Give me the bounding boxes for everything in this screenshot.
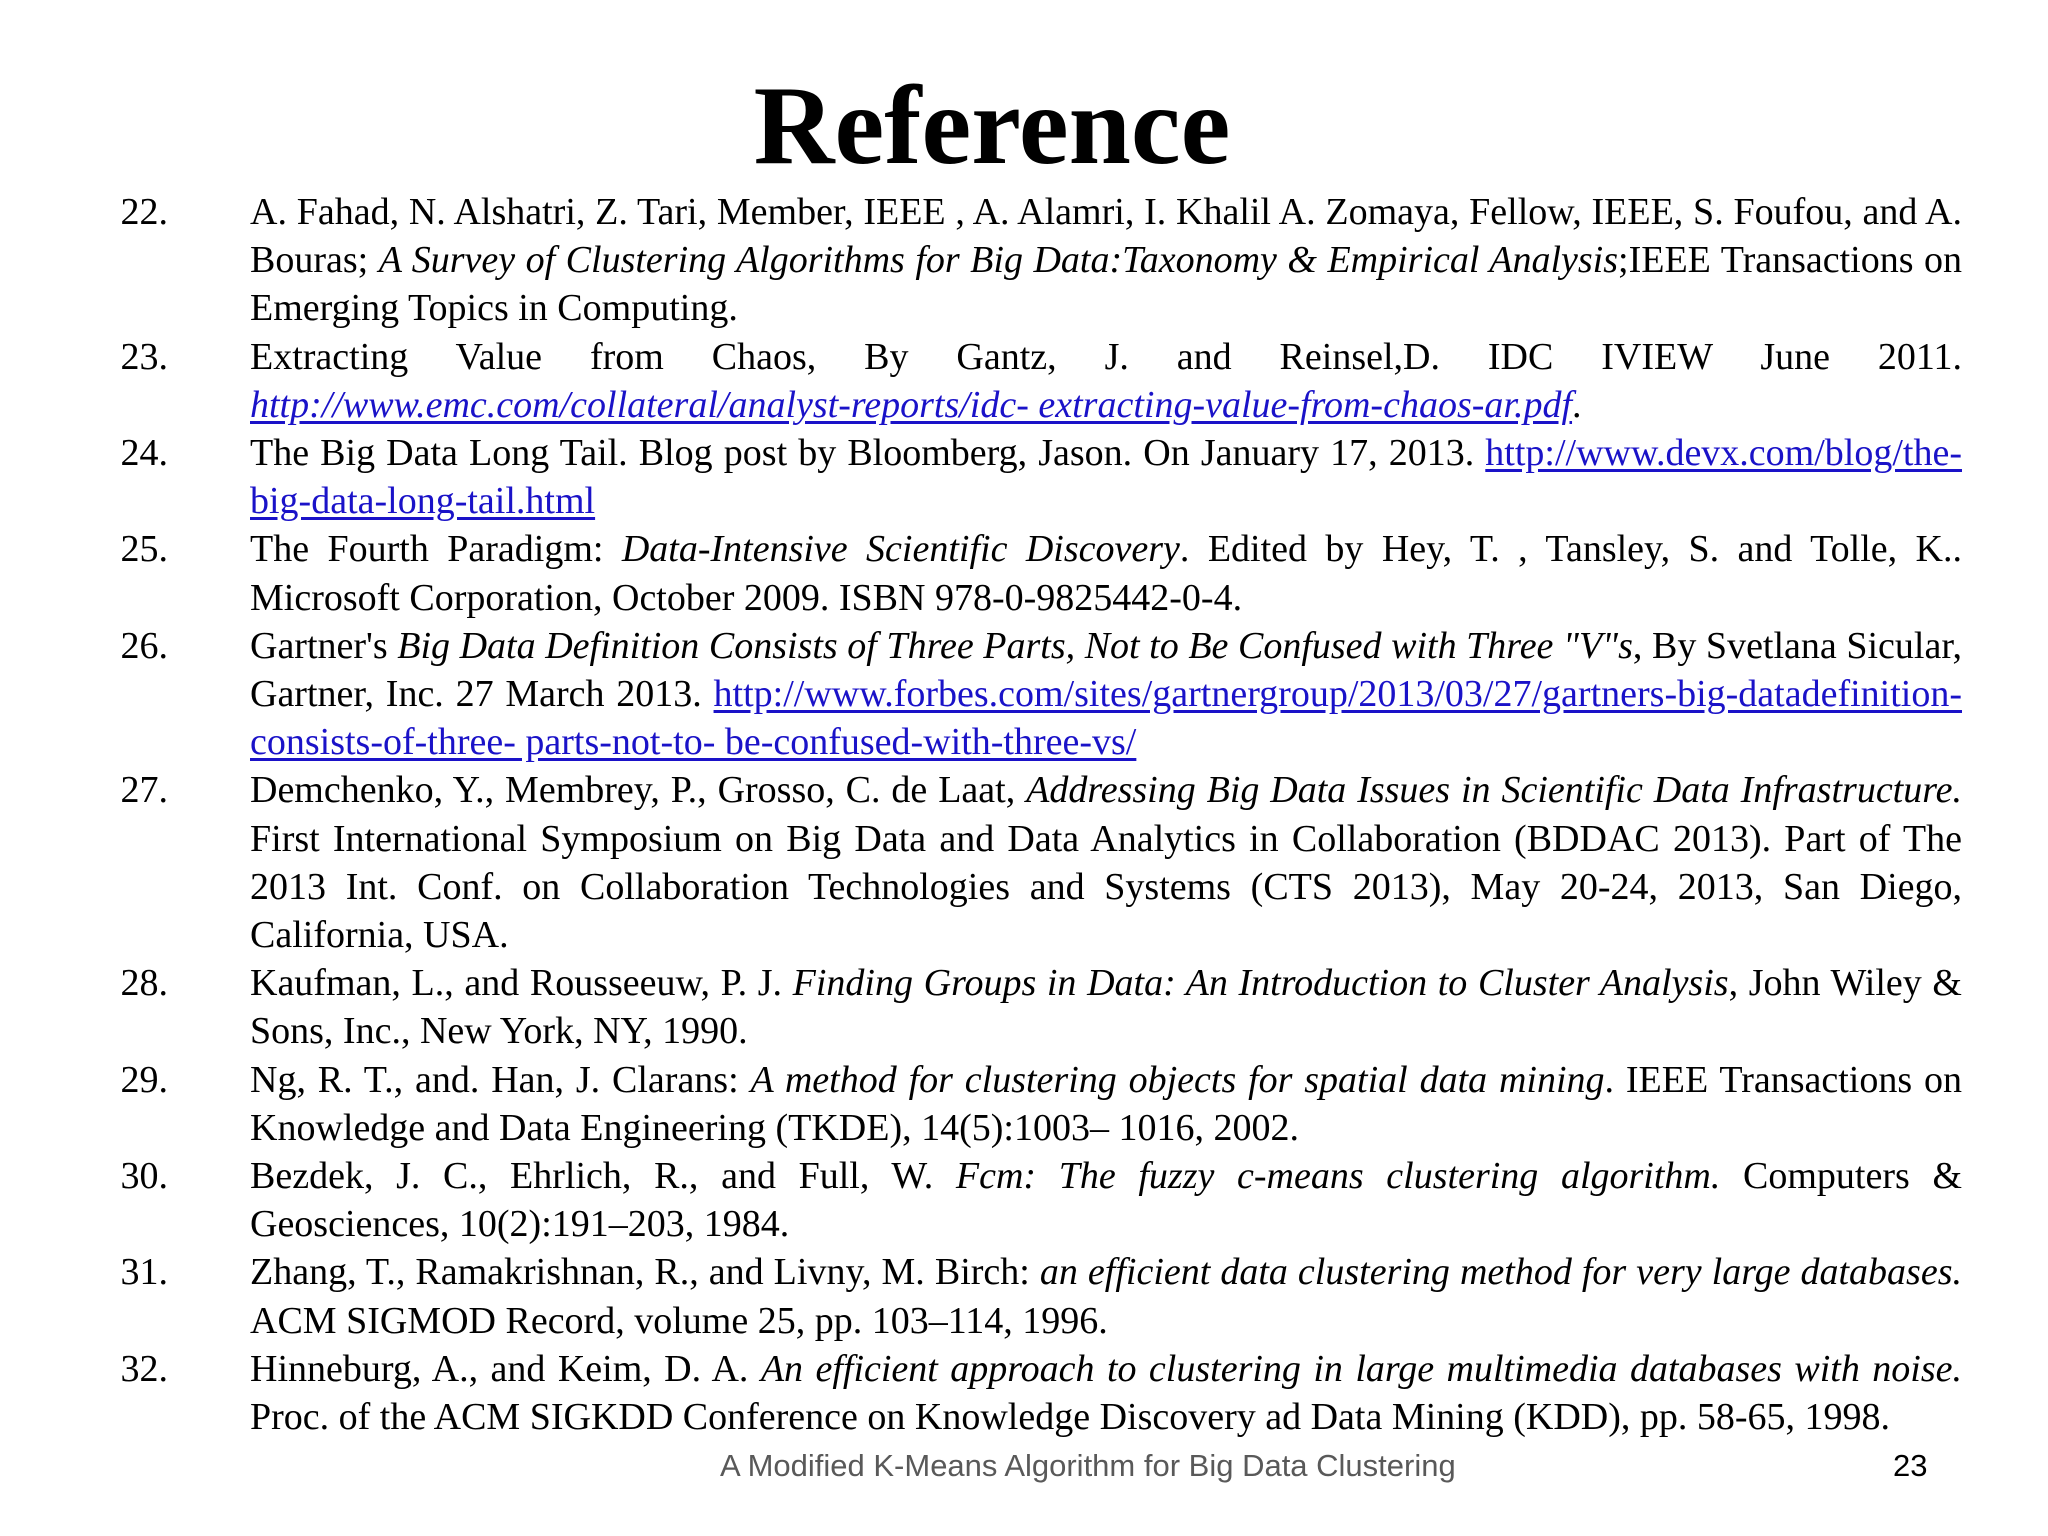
slide-footer: A Modified K-Means Algorithm for Big Data Clustering: [720, 1448, 1456, 1483]
reference-segment: , By Svetlana Sicular, Gartner, Inc. 27 March 2013.: [250, 624, 1962, 716]
reference-segment: .: [1572, 383, 1582, 426]
reference-item: [86, 333, 1962, 429]
reference-text: [250, 1248, 1962, 1344]
reference-link[interactable]: http://www.emc.com/collateral/analyst-reports/idc- extracting-value-from-chaos-ar.pdf: [250, 383, 1573, 426]
reference-number: 28.: [120, 962, 168, 1005]
reference-number: 27.: [120, 769, 168, 812]
reference-title-italic: Addressing Big Data Issues in Scientific Data Infrastructure.: [1026, 769, 1962, 812]
reference-segment: Zhang, T., Ramakrishnan, R., and Livny, M. Birch:: [250, 1251, 1040, 1294]
reference-segment: The Big Data Long Tail. Blog post by Bloomberg, Jason. On January 17, 2013.: [250, 432, 1486, 475]
reference-title-italic: Fcm: The fuzzy c-means clustering algorithm.: [955, 1155, 1721, 1198]
reference-segment: Gartner's: [250, 624, 398, 667]
reference-title-italic: Finding Groups in Data: An Introduction to Cluster Analysis: [792, 962, 1729, 1005]
reference-number: 22.: [120, 191, 168, 233]
reference-item: [86, 1345, 1962, 1441]
reference-item: [86, 188, 1962, 333]
reference-title-italic: A Survey of Clustering Algorithms for Big Data:Taxonomy & Empirical Analysis: [378, 239, 1619, 282]
reference-segment: Proc. of the ACM SIGKDD Conference on Knowledge Discovery ad Data Mining (KDD), pp. 58-65, 1998.: [250, 1396, 1891, 1439]
reference-item: [86, 1248, 1962, 1344]
reference-segment: Ng, R. T., and. Han, J. Clarans:: [250, 1058, 751, 1101]
reference-text: [250, 333, 1962, 429]
reference-text: [250, 1345, 1962, 1441]
reference-segment: , John Wiley & Sons, Inc., New York, NY, 1990.: [250, 962, 1962, 1053]
reference-segment: ;IEEE Transactions on Emerging Topics in Computing.: [250, 239, 1963, 330]
reference-segment: The Fourth Paradigm:: [250, 528, 622, 571]
reference-segment: . Edited by Hey, T. , Tansley, S. and Tolle, K.. Microsoft Corporation, October 2009. ISBN 978-0-9825442-0-4.: [250, 528, 1962, 619]
reference-title-italic: An efficient approach to clustering in large multimedia databases with noise.: [760, 1347, 1962, 1390]
reference-item: [86, 1056, 1962, 1152]
reference-title-italic: Big Data Definition Consists of Three Parts, Not to Be Confused with Three "V"s: [397, 624, 1633, 667]
reference-list: [86, 188, 1962, 1441]
page-number: 23: [1893, 1448, 1928, 1483]
reference-item: [86, 622, 1962, 767]
reference-text: [250, 622, 1962, 767]
reference-segment: Hinneburg, A., and Keim, D. A.: [250, 1347, 761, 1390]
reference-text: [250, 525, 1962, 621]
reference-text: [250, 959, 1962, 1055]
reference-item: [86, 429, 1962, 525]
reference-number: 24.: [120, 432, 168, 475]
slide-title: Reference: [753, 64, 1231, 188]
reference-number: 30.: [120, 1155, 168, 1198]
reference-number: 31.: [120, 1251, 168, 1294]
reference-item: [86, 959, 1962, 1055]
reference-item: [86, 766, 1962, 959]
reference-number: 23.: [120, 335, 168, 378]
reference-number: 29.: [120, 1058, 168, 1101]
reference-item: [86, 525, 1962, 621]
reference-text: [250, 188, 1962, 333]
reference-text: [250, 1152, 1962, 1248]
reference-segment: Computers & Geosciences, 10(2):191–203, 1984.: [250, 1155, 1963, 1246]
reference-segment: First International Symposium on Big Data and Data Analytics in Collaboration (BDDAC 2013). Part of The 2013 Int. Conf. on Collaboration Technologies and Systems (CTS 2013), May 20-24, 2013, San Diego, California, USA.: [250, 817, 1962, 957]
reference-segment: Bezdek, J. C., Ehrlich, R., and Full, W.: [250, 1155, 956, 1198]
reference-segment: ACM SIGMOD Record, volume 25, pp. 103–114, 1996.: [250, 1299, 1108, 1342]
reference-link[interactable]: http://www.devx.com/blog/the-big-data-long-tail.html: [250, 432, 1962, 523]
reference-segment: Demchenko, Y., Membrey, P., Grosso, C. de Laat,: [250, 769, 1027, 812]
reference-text: [250, 429, 1962, 525]
reference-title-italic: an efficient data clustering method for very large databases.: [1039, 1251, 1962, 1294]
reference-title-italic: Data-Intensive Scientific Discovery: [621, 528, 1180, 571]
reference-text: [250, 766, 1962, 959]
reference-number: 25.: [120, 528, 168, 571]
reference-link[interactable]: http://www.forbes.com/sites/gartnergroup/2013/03/27/gartners-big-datadefinition-consists-of-three- parts-not-to- be-confused-with-three-vs/: [250, 673, 1962, 764]
reference-title-italic: A method for clustering objects for spatial data mining: [750, 1058, 1605, 1101]
reference-text: [250, 1056, 1962, 1152]
reference-number: 32.: [120, 1347, 168, 1390]
reference-segment: . IEEE Transactions on Knowledge and Data Engineering (TKDE), 14(5):1003– 1016, 2002.: [250, 1058, 1962, 1149]
reference-segment: Extracting Value from Chaos, By Gantz, J. and Reinsel,D. IDC IVIEW June 2011.: [250, 335, 1962, 378]
reference-item: [86, 1152, 1962, 1248]
reference-segment: Kaufman, L., and Rousseeuw, P. J.: [250, 962, 793, 1005]
reference-number: 26.: [120, 624, 168, 667]
reference-segment: A. Fahad, N. Alshatri, Z. Tari, Member, IEEE , A. Alamri, I. Khalil A. Zomaya, Fellow, IEEE, S. Foufou, and A. Bouras;: [250, 191, 1962, 282]
